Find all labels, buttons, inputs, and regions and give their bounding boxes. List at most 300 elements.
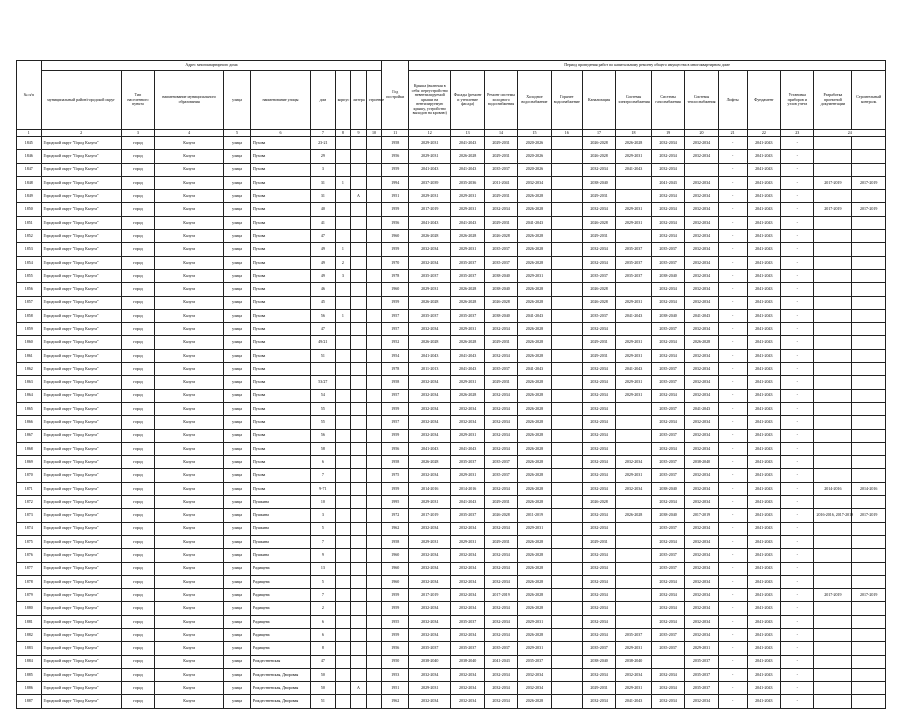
heat-cell bbox=[551, 442, 582, 455]
col-hot-water: Холодное водоснабжение bbox=[518, 71, 551, 130]
building-cell bbox=[366, 575, 382, 588]
street-type-cell: улица bbox=[224, 642, 251, 655]
type-cell: город bbox=[121, 363, 154, 376]
nodes-cell: - bbox=[781, 615, 814, 628]
control-cell: 2017-2019 bbox=[852, 176, 886, 189]
gas-cell: 2032-2034 bbox=[651, 389, 684, 402]
cold-water-cell: 2032-2034 bbox=[484, 323, 517, 336]
lift-cell: - bbox=[718, 309, 747, 322]
year-cell: 1953 bbox=[382, 668, 409, 681]
row-number: 1850 bbox=[17, 203, 42, 216]
building-cell bbox=[366, 402, 382, 415]
gas-cell: 2035-2037 bbox=[651, 323, 684, 336]
sewer-cell: 2026-2028 bbox=[582, 296, 615, 309]
control-cell bbox=[852, 389, 886, 402]
type-cell: город bbox=[121, 429, 154, 442]
row-number: 1868 bbox=[17, 442, 42, 455]
foundation-cell: 2041-2043 bbox=[747, 150, 780, 163]
facade-cell: 2032-2034 bbox=[451, 668, 484, 681]
foundation-cell: 2041-2043 bbox=[747, 655, 780, 668]
roof-cell: 2041-2043 bbox=[409, 442, 451, 455]
cold-water-cell: 2029-2031 bbox=[484, 137, 517, 150]
lift-cell: - bbox=[718, 269, 747, 282]
facade-cell: 2035-2037 bbox=[451, 269, 484, 282]
house-cell: 58 bbox=[311, 442, 336, 455]
table-row bbox=[17, 482, 886, 495]
sewer-cell: 2032-2034 bbox=[582, 628, 615, 641]
year-cell: 1957 bbox=[382, 323, 409, 336]
heat2-cell: 2032-2034 bbox=[685, 628, 718, 641]
sewer-cell: 2032-2034 bbox=[582, 323, 615, 336]
gas-cell: 2035-2037 bbox=[651, 549, 684, 562]
column-number: 4 bbox=[155, 130, 224, 137]
nodes-cell: - bbox=[781, 522, 814, 535]
korpus-cell bbox=[335, 695, 351, 708]
roof-cell: 2032-2034 bbox=[409, 575, 451, 588]
control-cell bbox=[852, 655, 886, 668]
heat2-cell: 2032-2034 bbox=[685, 349, 718, 362]
year-cell: 1956 bbox=[382, 442, 409, 455]
lift-cell: - bbox=[718, 482, 747, 495]
house-cell: 55 bbox=[311, 416, 336, 429]
lift-cell: - bbox=[718, 535, 747, 548]
cold-water-cell: 2035-2037 bbox=[484, 163, 517, 176]
power-cell: 2041-2043 bbox=[616, 695, 652, 708]
row-number: 1854 bbox=[17, 256, 42, 269]
year-cell: 1960 bbox=[382, 562, 409, 575]
okrug-cell: Городской округ "Город Калуга" bbox=[41, 682, 121, 695]
hot-water-cell: 2026-2028 bbox=[518, 589, 551, 602]
litera-cell bbox=[351, 496, 367, 509]
heat-cell bbox=[551, 323, 582, 336]
foundation-cell: 2041-2043 bbox=[747, 589, 780, 602]
row-number: 1876 bbox=[17, 549, 42, 562]
year-cell: 1956 bbox=[382, 150, 409, 163]
lift-cell: - bbox=[718, 628, 747, 641]
roof-cell: 2032-2034 bbox=[409, 429, 451, 442]
roof-cell: 2032-2034 bbox=[409, 323, 451, 336]
roof-cell: 2032-2034 bbox=[409, 469, 451, 482]
gas-cell: 2032-2034 bbox=[651, 336, 684, 349]
building-cell bbox=[366, 243, 382, 256]
control-cell bbox=[852, 323, 886, 336]
hot-water-cell: 2026-2028 bbox=[518, 469, 551, 482]
korpus-cell bbox=[335, 190, 351, 203]
lift-cell: - bbox=[718, 682, 747, 695]
nodes-cell: - bbox=[781, 562, 814, 575]
korpus-cell bbox=[335, 323, 351, 336]
cold-water-cell: 2029-2031 bbox=[484, 376, 517, 389]
cold-water-cell: 2032-2034 bbox=[484, 562, 517, 575]
facade-cell: 2032-2034 bbox=[451, 549, 484, 562]
litera-cell bbox=[351, 615, 367, 628]
gas-cell: 2032-2034 bbox=[651, 615, 684, 628]
year-cell: 1959 bbox=[382, 628, 409, 641]
column-number: 8 bbox=[335, 130, 351, 137]
korpus-cell bbox=[335, 509, 351, 522]
gas-cell: 2032-2034 bbox=[651, 602, 684, 615]
sewer-cell: 2026-2028 bbox=[582, 137, 615, 150]
design-cell bbox=[814, 456, 852, 469]
lift-cell: - bbox=[718, 655, 747, 668]
heat-cell bbox=[551, 243, 582, 256]
lift-cell: - bbox=[718, 363, 747, 376]
street-type-cell: улица bbox=[224, 230, 251, 243]
control-cell bbox=[852, 402, 886, 415]
gas-cell: 2035-2037 bbox=[651, 562, 684, 575]
street-type-cell: улица bbox=[224, 296, 251, 309]
lift-cell: - bbox=[718, 442, 747, 455]
street-type-cell: улица bbox=[224, 376, 251, 389]
litera-cell bbox=[351, 429, 367, 442]
house-cell: 6 bbox=[311, 615, 336, 628]
hot-water-cell: 2026-2028 bbox=[518, 429, 551, 442]
year-cell: 1978 bbox=[382, 269, 409, 282]
building-cell bbox=[366, 496, 382, 509]
gas-cell: 2032-2034 bbox=[651, 416, 684, 429]
row-number: 1887 bbox=[17, 695, 42, 708]
heat2-cell: 2032-2034 bbox=[685, 137, 718, 150]
city-cell: Калуга bbox=[155, 429, 224, 442]
power-cell: 2029-2031 bbox=[616, 376, 652, 389]
nodes-cell: - bbox=[781, 137, 814, 150]
foundation-cell: 2041-2043 bbox=[747, 416, 780, 429]
city-cell: Калуга bbox=[155, 163, 224, 176]
power-cell: 2041-2043 bbox=[616, 363, 652, 376]
design-cell bbox=[814, 137, 852, 150]
street-type-cell: улица bbox=[224, 216, 251, 229]
roof-cell: 2032-2034 bbox=[409, 376, 451, 389]
korpus-cell bbox=[335, 682, 351, 695]
design-cell bbox=[814, 429, 852, 442]
okrug-cell: Городской округ "Город Калуга" bbox=[41, 243, 121, 256]
korpus-cell bbox=[335, 363, 351, 376]
korpus-cell: 1 bbox=[335, 176, 351, 189]
power-cell: 2029-2031 bbox=[616, 150, 652, 163]
building-cell bbox=[366, 283, 382, 296]
okrug-cell: Городской округ "Город Калуга" bbox=[41, 496, 121, 509]
facade-cell: 2041-2043 bbox=[451, 137, 484, 150]
building-cell bbox=[366, 163, 382, 176]
type-cell: город bbox=[121, 522, 154, 535]
okrug-cell: Городской округ "Город Калуга" bbox=[41, 642, 121, 655]
control-cell bbox=[852, 442, 886, 455]
type-cell: город bbox=[121, 376, 154, 389]
row-number: 1874 bbox=[17, 522, 42, 535]
roof-cell: 2011-2013 bbox=[409, 363, 451, 376]
table-row bbox=[17, 642, 886, 655]
design-cell bbox=[814, 269, 852, 282]
design-cell bbox=[814, 522, 852, 535]
street-type-cell: улица bbox=[224, 615, 251, 628]
okrug-cell: Городской округ "Город Калуга" bbox=[41, 522, 121, 535]
table-row bbox=[17, 389, 886, 402]
row-number: 1845 bbox=[17, 137, 42, 150]
house-cell: 29 bbox=[311, 150, 336, 163]
control-cell bbox=[852, 349, 886, 362]
lift-cell: - bbox=[718, 389, 747, 402]
type-cell: город bbox=[121, 336, 154, 349]
control-cell bbox=[852, 615, 886, 628]
nodes-cell: - bbox=[781, 216, 814, 229]
hot-water-cell: 2026-2028 bbox=[518, 575, 551, 588]
facade-cell: 2032-2034 bbox=[451, 575, 484, 588]
hot-water-cell: 2041-2043 bbox=[518, 363, 551, 376]
gas-cell: 2032-2034 bbox=[651, 137, 684, 150]
heat-cell bbox=[551, 549, 582, 562]
street-type-cell: улица bbox=[224, 682, 251, 695]
street-type-cell: улица bbox=[224, 602, 251, 615]
facade-cell: 2032-2034 bbox=[451, 695, 484, 708]
facade-cell: 2035-2037 bbox=[451, 642, 484, 655]
foundation-cell: 2041-2043 bbox=[747, 323, 780, 336]
litera-cell bbox=[351, 216, 367, 229]
okrug-cell: Городской округ "Город Калуга" bbox=[41, 549, 121, 562]
house-cell: 54 bbox=[311, 389, 336, 402]
building-cell bbox=[366, 642, 382, 655]
okrug-cell: Городской округ "Город Калуга" bbox=[41, 163, 121, 176]
power-cell: 2035-2037 bbox=[616, 243, 652, 256]
type-cell: город bbox=[121, 243, 154, 256]
roof-cell: 2029-2031 bbox=[409, 682, 451, 695]
hot-water-cell: 2020-2026 bbox=[518, 163, 551, 176]
nodes-cell: - bbox=[781, 682, 814, 695]
cold-water-cell: 2032-2034 bbox=[484, 402, 517, 415]
year-cell: 1960 bbox=[382, 575, 409, 588]
building-cell bbox=[366, 137, 382, 150]
year-cell: 1978 bbox=[382, 363, 409, 376]
hot-water-cell: 2032-2034 bbox=[518, 668, 551, 681]
sewer-cell: 2032-2034 bbox=[582, 615, 615, 628]
street-type-cell: улица bbox=[224, 309, 251, 322]
lift-cell: - bbox=[718, 469, 747, 482]
street-cell: Пухова bbox=[250, 216, 310, 229]
cold-water-cell: 2032-2034 bbox=[484, 349, 517, 362]
sewer-cell: 2026-2028 bbox=[582, 216, 615, 229]
street-cell: Пушкина bbox=[250, 535, 310, 548]
korpus-cell bbox=[335, 602, 351, 615]
lift-cell: - bbox=[718, 203, 747, 216]
row-number: 1860 bbox=[17, 336, 42, 349]
litera-cell bbox=[351, 243, 367, 256]
design-cell bbox=[814, 535, 852, 548]
row-number: 1846 bbox=[17, 150, 42, 163]
hot-water-cell: 2026-2028 bbox=[518, 190, 551, 203]
facade-cell: 2026-2028 bbox=[451, 230, 484, 243]
control-cell bbox=[852, 163, 886, 176]
col-year: Год постройки bbox=[382, 61, 409, 130]
korpus-cell: 3 bbox=[335, 269, 351, 282]
col-building: строение bbox=[366, 71, 382, 130]
gas-cell: 2032-2034 bbox=[651, 150, 684, 163]
table-row bbox=[17, 496, 886, 509]
power-cell bbox=[616, 589, 652, 602]
design-cell bbox=[814, 575, 852, 588]
litera-cell bbox=[351, 628, 367, 641]
street-type-cell: улица bbox=[224, 243, 251, 256]
street-cell: Пухова bbox=[250, 203, 310, 216]
street-cell: Рождественская bbox=[250, 655, 310, 668]
design-cell bbox=[814, 682, 852, 695]
gas-cell: 2032-2034 bbox=[651, 668, 684, 681]
city-cell: Калуга bbox=[155, 482, 224, 495]
foundation-cell: 2041-2043 bbox=[747, 230, 780, 243]
nodes-cell: - bbox=[781, 668, 814, 681]
roof-cell: 2032-2034 bbox=[409, 243, 451, 256]
roof-cell: 2035-2037 bbox=[409, 309, 451, 322]
nodes-cell: - bbox=[781, 496, 814, 509]
korpus-cell bbox=[335, 628, 351, 641]
nodes-cell: - bbox=[781, 549, 814, 562]
okrug-cell: Городской округ "Город Калуга" bbox=[41, 416, 121, 429]
heat2-cell: 2032-2034 bbox=[685, 150, 718, 163]
foundation-cell: 2041-2043 bbox=[747, 309, 780, 322]
foundation-cell: 2041-2043 bbox=[747, 349, 780, 362]
roof-cell: 2037-2039 bbox=[409, 176, 451, 189]
design-cell bbox=[814, 190, 852, 203]
korpus-cell bbox=[335, 150, 351, 163]
sewer-cell: 2029-2031 bbox=[582, 349, 615, 362]
column-number: 20 bbox=[685, 130, 718, 137]
house-cell: 49/21 bbox=[311, 336, 336, 349]
heat2-cell: 2032-2034 bbox=[685, 323, 718, 336]
okrug-cell: Городской округ "Город Калуга" bbox=[41, 628, 121, 641]
heat-cell bbox=[551, 602, 582, 615]
heat2-cell: 2032-2034 bbox=[685, 429, 718, 442]
table-row bbox=[17, 309, 886, 322]
sewer-cell: 2032-2034 bbox=[582, 376, 615, 389]
city-cell: Калуга bbox=[155, 309, 224, 322]
heat-cell bbox=[551, 283, 582, 296]
nodes-cell: - bbox=[781, 655, 814, 668]
facade-cell: 2029-2031 bbox=[451, 429, 484, 442]
facade-cell: 2032-2034 bbox=[451, 402, 484, 415]
control-cell bbox=[852, 416, 886, 429]
okrug-cell: Городской округ "Город Калуга" bbox=[41, 402, 121, 415]
house-cell: 41 bbox=[311, 216, 336, 229]
hot-water-cell: 2029-2031 bbox=[518, 642, 551, 655]
gas-cell: 2035-2037 bbox=[651, 456, 684, 469]
foundation-cell: 2041-2043 bbox=[747, 456, 780, 469]
hot-water-cell: 2011-2019 bbox=[518, 509, 551, 522]
litera-cell bbox=[351, 442, 367, 455]
cold-water-cell: 2026-2028 bbox=[484, 509, 517, 522]
house-cell: 47 bbox=[311, 230, 336, 243]
foundation-cell: 2041-2043 bbox=[747, 469, 780, 482]
street-cell: Радищева bbox=[250, 589, 310, 602]
litera-cell bbox=[351, 549, 367, 562]
sewer-cell: 2029-2031 bbox=[582, 230, 615, 243]
col-type: Тип населенного пункта bbox=[121, 71, 154, 130]
heat-cell bbox=[551, 589, 582, 602]
foundation-cell: 2041-2043 bbox=[747, 509, 780, 522]
row-number: 1866 bbox=[17, 416, 42, 429]
street-cell: Пухова bbox=[250, 256, 310, 269]
house-cell: 13 bbox=[311, 562, 336, 575]
table-row bbox=[17, 615, 886, 628]
street-cell: Радищева bbox=[250, 562, 310, 575]
roof-cell: 2026-2028 bbox=[409, 336, 451, 349]
table-row bbox=[17, 469, 886, 482]
lift-cell: - bbox=[718, 549, 747, 562]
roof-cell: 2032-2034 bbox=[409, 416, 451, 429]
facade-cell: 2029-2031 bbox=[451, 243, 484, 256]
type-cell: город bbox=[121, 482, 154, 495]
house-cell: 5 bbox=[311, 575, 336, 588]
design-cell bbox=[814, 283, 852, 296]
control-cell bbox=[852, 376, 886, 389]
facade-cell: 2032-2034 bbox=[451, 682, 484, 695]
heat2-cell: 2032-2034 bbox=[685, 562, 718, 575]
type-cell: город bbox=[121, 349, 154, 362]
lift-cell: - bbox=[718, 163, 747, 176]
cold-water-cell: 2032-2034 bbox=[484, 549, 517, 562]
foundation-cell: 2041-2043 bbox=[747, 535, 780, 548]
lift-cell: - bbox=[718, 668, 747, 681]
design-cell bbox=[814, 469, 852, 482]
city-cell: Калуга bbox=[155, 496, 224, 509]
facade-cell: 2035-2037 bbox=[451, 309, 484, 322]
sewer-cell: 2032-2034 bbox=[582, 469, 615, 482]
foundation-cell: 2041-2043 bbox=[747, 389, 780, 402]
column-number: 2 bbox=[41, 130, 121, 137]
heat2-cell: 2032-2034 bbox=[685, 589, 718, 602]
table-row bbox=[17, 535, 886, 548]
lift-cell: - bbox=[718, 216, 747, 229]
power-cell: 2041-2043 bbox=[616, 163, 652, 176]
control-cell bbox=[852, 363, 886, 376]
column-number: 21 bbox=[718, 130, 747, 137]
design-cell bbox=[814, 416, 852, 429]
building-cell bbox=[366, 416, 382, 429]
foundation-cell: 2041-2043 bbox=[747, 402, 780, 415]
litera-cell bbox=[351, 509, 367, 522]
building-cell bbox=[366, 668, 382, 681]
cold-water-cell: 2029-2031 bbox=[484, 336, 517, 349]
table-row bbox=[17, 695, 886, 708]
control-cell bbox=[852, 575, 886, 588]
roof-cell: 2017-2019 bbox=[409, 203, 451, 216]
street-cell: Радищева bbox=[250, 602, 310, 615]
foundation-cell: 2041-2043 bbox=[747, 376, 780, 389]
house-cell: 40 bbox=[311, 203, 336, 216]
design-cell bbox=[814, 163, 852, 176]
table-row bbox=[17, 575, 886, 588]
building-cell bbox=[366, 615, 382, 628]
cold-water-cell: 2035-2037 bbox=[484, 456, 517, 469]
foundation-cell: 2041-2043 bbox=[747, 642, 780, 655]
street-type-cell: улица bbox=[224, 349, 251, 362]
foundation-cell: 2041-2043 bbox=[747, 522, 780, 535]
litera-cell bbox=[351, 269, 367, 282]
okrug-cell: Городской округ "Город Калуга" bbox=[41, 190, 121, 203]
heat-cell bbox=[551, 416, 582, 429]
facade-cell: 2029-2031 bbox=[451, 535, 484, 548]
okrug-cell: Городской округ "Город Калуга" bbox=[41, 230, 121, 243]
heat2-cell: 2032-2034 bbox=[685, 695, 718, 708]
gas-cell: 2032-2034 bbox=[651, 296, 684, 309]
sewer-cell: 2032-2034 bbox=[582, 442, 615, 455]
power-cell: 2029-2031 bbox=[616, 203, 652, 216]
heat-cell bbox=[551, 389, 582, 402]
house-cell: 7 bbox=[311, 589, 336, 602]
sewer-cell: 2032-2034 bbox=[582, 602, 615, 615]
litera-cell bbox=[351, 363, 367, 376]
cold-water-cell: 2029-2031 bbox=[484, 496, 517, 509]
house-cell: 49 bbox=[311, 269, 336, 282]
gas-cell: 2038-2040 bbox=[651, 269, 684, 282]
street-type-cell: улица bbox=[224, 628, 251, 641]
